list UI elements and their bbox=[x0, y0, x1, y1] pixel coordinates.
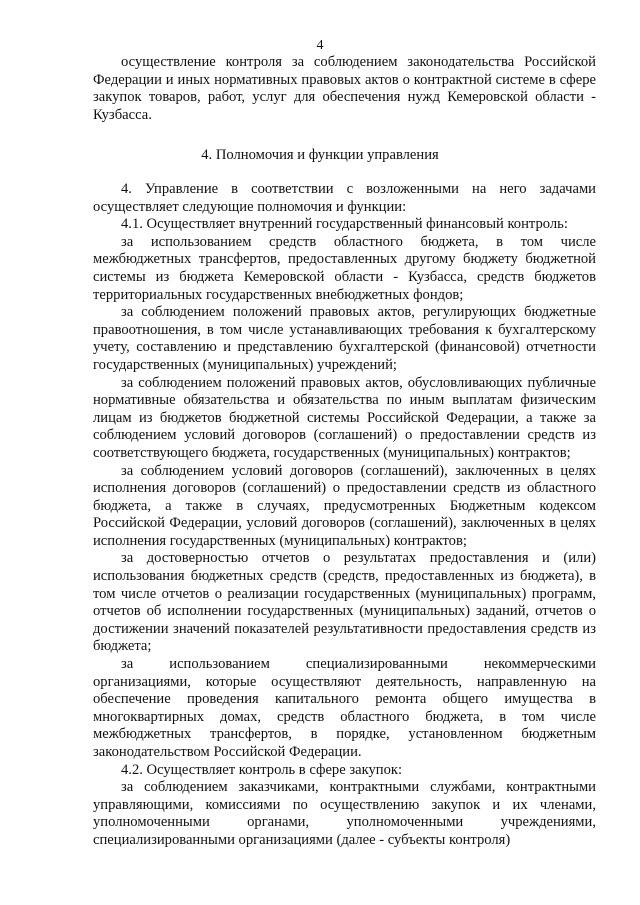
body-text bbox=[93, 181, 596, 850]
page-number: 4 bbox=[316, 38, 324, 53]
intro-paragraph: осуществление контроля за соблюдением законодательства Российской Федерации и иных нормативных правовых актов о контрактной системе в сфере закупок товаров, работ, услуг для обеспечения нужд Кемеровской области - Кузбасса. bbox=[93, 54, 596, 123]
paragraph: 4. Управление в соответствии с возложенными на него задачами осуществляет следующие полномочия и функции: bbox=[93, 181, 596, 215]
paragraph: за соблюдением положений правовых актов, регулирующих бюджетные правоотношения, в том числе устанавливающих требования к бухгалтерскому учету, составлению и представлению бухгалтерской (финансовой) отчетности государственных (муниципальных) учреждений; bbox=[93, 304, 596, 373]
intro-block bbox=[93, 54, 596, 124]
paragraph: за соблюдением заказчиками, контрактными службами, контрактными управляющими, комиссиями по осуществлению закупок и их членами, уполномоченными органами, уполномоченными учреждениями, специализированными организациями (далее - субъекты контроля) bbox=[93, 779, 596, 848]
paragraph: 4.1. Осуществляет внутренний государственный финансовый контроль: bbox=[121, 216, 568, 233]
paragraph: за соблюдением положений правовых актов, обусловливающих публичные нормативные обязательства и обязательства по иным выплатам физическим лицам из бюджетов бюджетной системы Российской Федерации, а также за соблюдением условий договоров (соглашений) о предоставлении средств из соответствующего бюджета, государственных (муниципальных) контрактов; bbox=[93, 374, 596, 461]
paragraph: за использованием средств областного бюджета, в том числе межбюджетных трансфертов, предоставленных другому бюджету бюджетной системы из бюджета Кемеровской области - Кузбасса, средств бюджетов территориальных государственных внебюджетных фондов; bbox=[93, 233, 596, 303]
paragraph: 4.2. Осуществляет контроль в сфере закупок: bbox=[121, 761, 403, 778]
paragraph: за использованием специализированными некоммерческими организациями, которые осуществляют деятельность, направленную на обеспечение проведения капитального ремонта общего имущества в многоквартирных домах, средств областного бюджета, в том числе межбюджетных трансфертов, в порядке, установленном бюджетным законодательством Российской Федерации. bbox=[93, 656, 596, 760]
section-heading: 4. Полномочия и функции управления bbox=[201, 147, 439, 163]
paragraph: за соблюдением условий договоров (соглашений), заключенных в целях исполнения договоров (соглашений) о предоставлении средств из областного бюджета, а также в случаях, предусмотренных Бюджетным кодексом Российской Федерации, условий договоров (соглашений), заключенных в целях исполнения государственных (муниципальных) контрактов; bbox=[93, 462, 596, 549]
paragraph: за достоверностью отчетов о результатах предоставления и (или) использования бюджетных средств (средств, предоставленных из бюджета), в том числе отчетов о реализации государственных (муниципальных) программ, отчетов об исполнении государственных (муниципальных) заданий, отчетов о достижении значений показателей результативности предоставления средств из бюджета; bbox=[93, 550, 596, 655]
